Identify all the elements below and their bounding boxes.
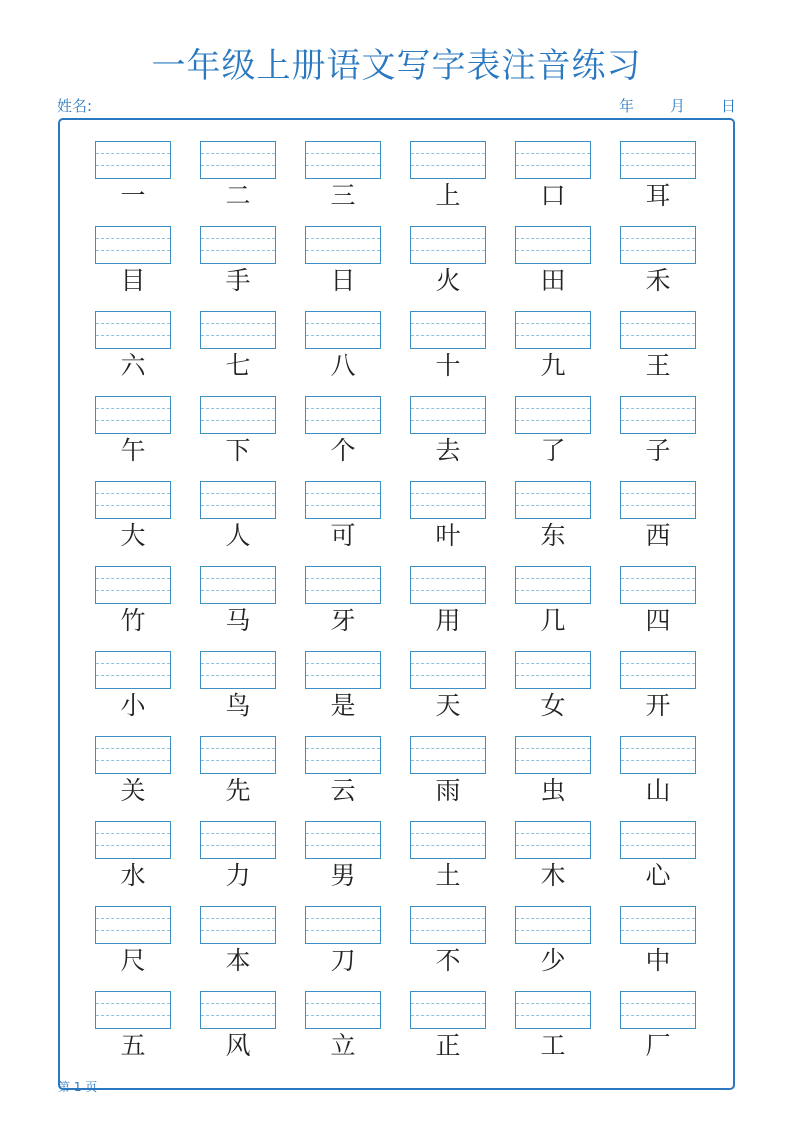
pinyin-writing-box[interactable] [410, 566, 486, 604]
hanzi-character: 先 [225, 776, 251, 805]
hanzi-character: 用 [435, 606, 461, 635]
pinyin-writing-box[interactable] [200, 821, 276, 859]
hanzi-character: 立 [330, 1031, 356, 1060]
character-cell [620, 481, 696, 557]
character-cell [515, 906, 591, 982]
character-cell [95, 311, 171, 387]
pinyin-writing-box[interactable] [515, 566, 591, 604]
pinyin-writing-box[interactable] [410, 311, 486, 349]
hanzi-character: 竹 [120, 606, 146, 635]
pinyin-writing-box[interactable] [95, 821, 171, 859]
character-cell [515, 821, 591, 897]
character-cell [620, 821, 696, 897]
hanzi-character: 十 [435, 351, 461, 380]
character-cell [200, 651, 276, 727]
hanzi-character: 耳 [645, 181, 671, 210]
pinyin-writing-box[interactable] [305, 226, 381, 264]
hanzi-character: 风 [225, 1031, 251, 1060]
pinyin-writing-box[interactable] [620, 396, 696, 434]
hanzi-character: 山 [645, 776, 671, 805]
hanzi-character: 午 [120, 436, 146, 465]
character-cell [95, 396, 171, 472]
character-cell [620, 991, 696, 1067]
character-cell [515, 311, 591, 387]
hanzi-character: 一 [120, 181, 146, 210]
character-cell [515, 226, 591, 302]
character-cell [305, 906, 381, 982]
character-cell [620, 141, 696, 217]
pinyin-writing-box[interactable] [620, 736, 696, 774]
hanzi-character: 日 [330, 266, 356, 295]
pinyin-writing-box[interactable] [620, 141, 696, 179]
hanzi-character: 五 [120, 1031, 146, 1060]
hanzi-character: 刀 [330, 946, 356, 975]
character-cell [305, 481, 381, 557]
hanzi-character: 手 [225, 266, 251, 295]
pinyin-writing-box[interactable] [95, 736, 171, 774]
hanzi-character: 了 [540, 436, 566, 465]
pinyin-writing-box[interactable] [410, 736, 486, 774]
hanzi-character: 木 [540, 861, 566, 890]
character-cell [200, 906, 276, 982]
character-cell [515, 141, 591, 217]
pinyin-writing-box[interactable] [200, 226, 276, 264]
hanzi-character: 三 [330, 181, 356, 210]
hanzi-character: 工 [540, 1031, 566, 1060]
pinyin-writing-box[interactable] [95, 566, 171, 604]
character-cell [305, 651, 381, 727]
character-cell [305, 226, 381, 302]
pinyin-writing-box[interactable] [410, 991, 486, 1029]
pinyin-writing-box[interactable] [95, 141, 171, 179]
pinyin-writing-box[interactable] [95, 991, 171, 1029]
pinyin-writing-box[interactable] [620, 991, 696, 1029]
day-label: 日 [720, 97, 736, 115]
character-cell [620, 566, 696, 642]
character-cell [620, 651, 696, 727]
pinyin-writing-box[interactable] [515, 736, 591, 774]
character-cell [410, 311, 486, 387]
character-cell [95, 141, 171, 217]
character-cell [515, 481, 591, 557]
character-cell [200, 566, 276, 642]
page-number: 第 1 页 [58, 1080, 98, 1094]
hanzi-character: 目 [120, 266, 146, 295]
character-cell [410, 991, 486, 1067]
year-label: 年 [618, 97, 634, 115]
pinyin-writing-box[interactable] [200, 396, 276, 434]
character-cell [620, 226, 696, 302]
hanzi-character: 小 [120, 691, 146, 720]
pinyin-writing-box[interactable] [200, 141, 276, 179]
character-cell [515, 566, 591, 642]
hanzi-character: 王 [645, 351, 671, 380]
character-cell [410, 651, 486, 727]
character-cell [410, 736, 486, 812]
character-cell [200, 736, 276, 812]
character-cell [410, 566, 486, 642]
character-cell [305, 311, 381, 387]
hanzi-character: 六 [120, 351, 146, 380]
pinyin-writing-box[interactable] [200, 906, 276, 944]
pinyin-writing-box[interactable] [95, 651, 171, 689]
pinyin-writing-box[interactable] [620, 821, 696, 859]
character-cell [410, 821, 486, 897]
character-cell [305, 991, 381, 1067]
pinyin-writing-box[interactable] [410, 651, 486, 689]
character-cell [200, 311, 276, 387]
pinyin-writing-box[interactable] [620, 651, 696, 689]
hanzi-character: 雨 [435, 776, 461, 805]
character-cell [305, 736, 381, 812]
hanzi-character: 是 [330, 691, 356, 720]
hanzi-character: 大 [120, 521, 146, 550]
pinyin-writing-box[interactable] [305, 481, 381, 519]
pinyin-writing-box[interactable] [620, 481, 696, 519]
pinyin-writing-box[interactable] [200, 991, 276, 1029]
hanzi-character: 天 [435, 691, 461, 720]
pinyin-writing-box[interactable] [515, 396, 591, 434]
hanzi-character: 个 [330, 436, 356, 465]
pinyin-writing-box[interactable] [410, 226, 486, 264]
character-cell [620, 396, 696, 472]
character-cell [620, 906, 696, 982]
hanzi-character: 中 [645, 946, 671, 975]
character-cell [305, 821, 381, 897]
character-cell [95, 821, 171, 897]
pinyin-writing-box[interactable] [410, 821, 486, 859]
pinyin-writing-box[interactable] [200, 736, 276, 774]
pinyin-writing-box[interactable] [620, 226, 696, 264]
hanzi-character: 上 [435, 181, 461, 210]
character-cell [410, 396, 486, 472]
character-cell [410, 226, 486, 302]
date-field [619, 95, 736, 116]
pinyin-writing-box[interactable] [410, 141, 486, 179]
character-cell [305, 566, 381, 642]
character-cell [200, 991, 276, 1067]
hanzi-character: 八 [330, 351, 356, 380]
pinyin-writing-box[interactable] [95, 906, 171, 944]
character-grid [95, 141, 698, 1067]
hanzi-character: 九 [540, 351, 566, 380]
pinyin-writing-box[interactable] [515, 226, 591, 264]
hanzi-character: 东 [540, 521, 566, 550]
hanzi-character: 几 [540, 606, 566, 635]
pinyin-writing-box[interactable] [410, 481, 486, 519]
pinyin-writing-box[interactable] [95, 311, 171, 349]
character-cell [515, 396, 591, 472]
hanzi-character: 女 [540, 691, 566, 720]
hanzi-character: 力 [225, 861, 251, 890]
hanzi-character: 水 [120, 861, 146, 890]
pinyin-writing-box[interactable] [515, 821, 591, 859]
pinyin-writing-box[interactable] [620, 906, 696, 944]
hanzi-character: 虫 [540, 776, 566, 805]
pinyin-writing-box[interactable] [200, 651, 276, 689]
hanzi-character: 牙 [330, 606, 356, 635]
character-cell [200, 821, 276, 897]
character-cell [515, 991, 591, 1067]
pinyin-writing-box[interactable] [515, 481, 591, 519]
character-cell [200, 481, 276, 557]
hanzi-character: 火 [435, 266, 461, 295]
pinyin-writing-box[interactable] [305, 821, 381, 859]
pinyin-writing-box[interactable] [95, 481, 171, 519]
hanzi-character: 子 [645, 436, 671, 465]
hanzi-character: 男 [330, 861, 356, 890]
hanzi-character: 七 [225, 351, 251, 380]
pinyin-writing-box[interactable] [200, 481, 276, 519]
hanzi-character: 去 [435, 436, 461, 465]
character-cell [515, 736, 591, 812]
character-cell [95, 226, 171, 302]
pinyin-writing-box[interactable] [200, 566, 276, 604]
hanzi-character: 土 [435, 861, 461, 890]
character-cell [305, 396, 381, 472]
character-cell [95, 736, 171, 812]
hanzi-character: 马 [225, 606, 251, 635]
character-cell [410, 481, 486, 557]
hanzi-character: 不 [435, 946, 461, 975]
character-cell [95, 481, 171, 557]
hanzi-character: 本 [225, 946, 251, 975]
pinyin-writing-box[interactable] [305, 311, 381, 349]
character-cell [305, 141, 381, 217]
hanzi-character: 少 [540, 946, 566, 975]
hanzi-character: 尺 [120, 946, 146, 975]
hanzi-character: 禾 [645, 266, 671, 295]
hanzi-character: 可 [330, 521, 356, 550]
page-title: 一年级上册语文写字表注音练习 [151, 46, 642, 86]
pinyin-writing-box[interactable] [515, 311, 591, 349]
character-cell [200, 141, 276, 217]
hanzi-character: 口 [540, 181, 566, 210]
hanzi-character: 下 [225, 436, 251, 465]
hanzi-character: 田 [540, 266, 566, 295]
hanzi-character: 西 [645, 521, 671, 550]
pinyin-writing-box[interactable] [515, 651, 591, 689]
pinyin-writing-box[interactable] [305, 991, 381, 1029]
character-cell [620, 736, 696, 812]
name-label: 姓名: [57, 97, 93, 115]
pinyin-writing-box[interactable] [515, 141, 591, 179]
pinyin-writing-box[interactable] [305, 396, 381, 434]
character-cell [95, 566, 171, 642]
hanzi-character: 关 [120, 776, 146, 805]
hanzi-character: 开 [645, 691, 671, 720]
character-cell [200, 226, 276, 302]
hanzi-character: 二 [225, 181, 251, 210]
character-cell [515, 651, 591, 727]
pinyin-writing-box[interactable] [200, 311, 276, 349]
hanzi-character: 云 [330, 776, 356, 805]
pinyin-writing-box[interactable] [305, 141, 381, 179]
character-cell [410, 906, 486, 982]
character-cell [95, 651, 171, 727]
hanzi-character: 叶 [435, 521, 461, 550]
pinyin-writing-box[interactable] [305, 566, 381, 604]
character-cell [620, 311, 696, 387]
character-cell [95, 906, 171, 982]
pinyin-writing-box[interactable] [620, 566, 696, 604]
pinyin-writing-box[interactable] [95, 396, 171, 434]
pinyin-writing-box[interactable] [95, 226, 171, 264]
pinyin-writing-box[interactable] [410, 396, 486, 434]
character-cell [200, 396, 276, 472]
month-label: 月 [669, 97, 685, 115]
character-cell [95, 991, 171, 1067]
pinyin-writing-box[interactable] [515, 906, 591, 944]
hanzi-character: 四 [645, 606, 671, 635]
character-cell [410, 141, 486, 217]
pinyin-writing-box[interactable] [305, 906, 381, 944]
hanzi-character: 厂 [645, 1031, 671, 1060]
hanzi-character: 正 [435, 1031, 461, 1060]
hanzi-character: 人 [225, 521, 251, 550]
pinyin-writing-box[interactable] [515, 991, 591, 1029]
pinyin-writing-box[interactable] [305, 736, 381, 774]
hanzi-character: 心 [645, 861, 671, 890]
pinyin-writing-box[interactable] [410, 906, 486, 944]
hanzi-character: 鸟 [225, 691, 251, 720]
pinyin-writing-box[interactable] [620, 311, 696, 349]
pinyin-writing-box[interactable] [305, 651, 381, 689]
